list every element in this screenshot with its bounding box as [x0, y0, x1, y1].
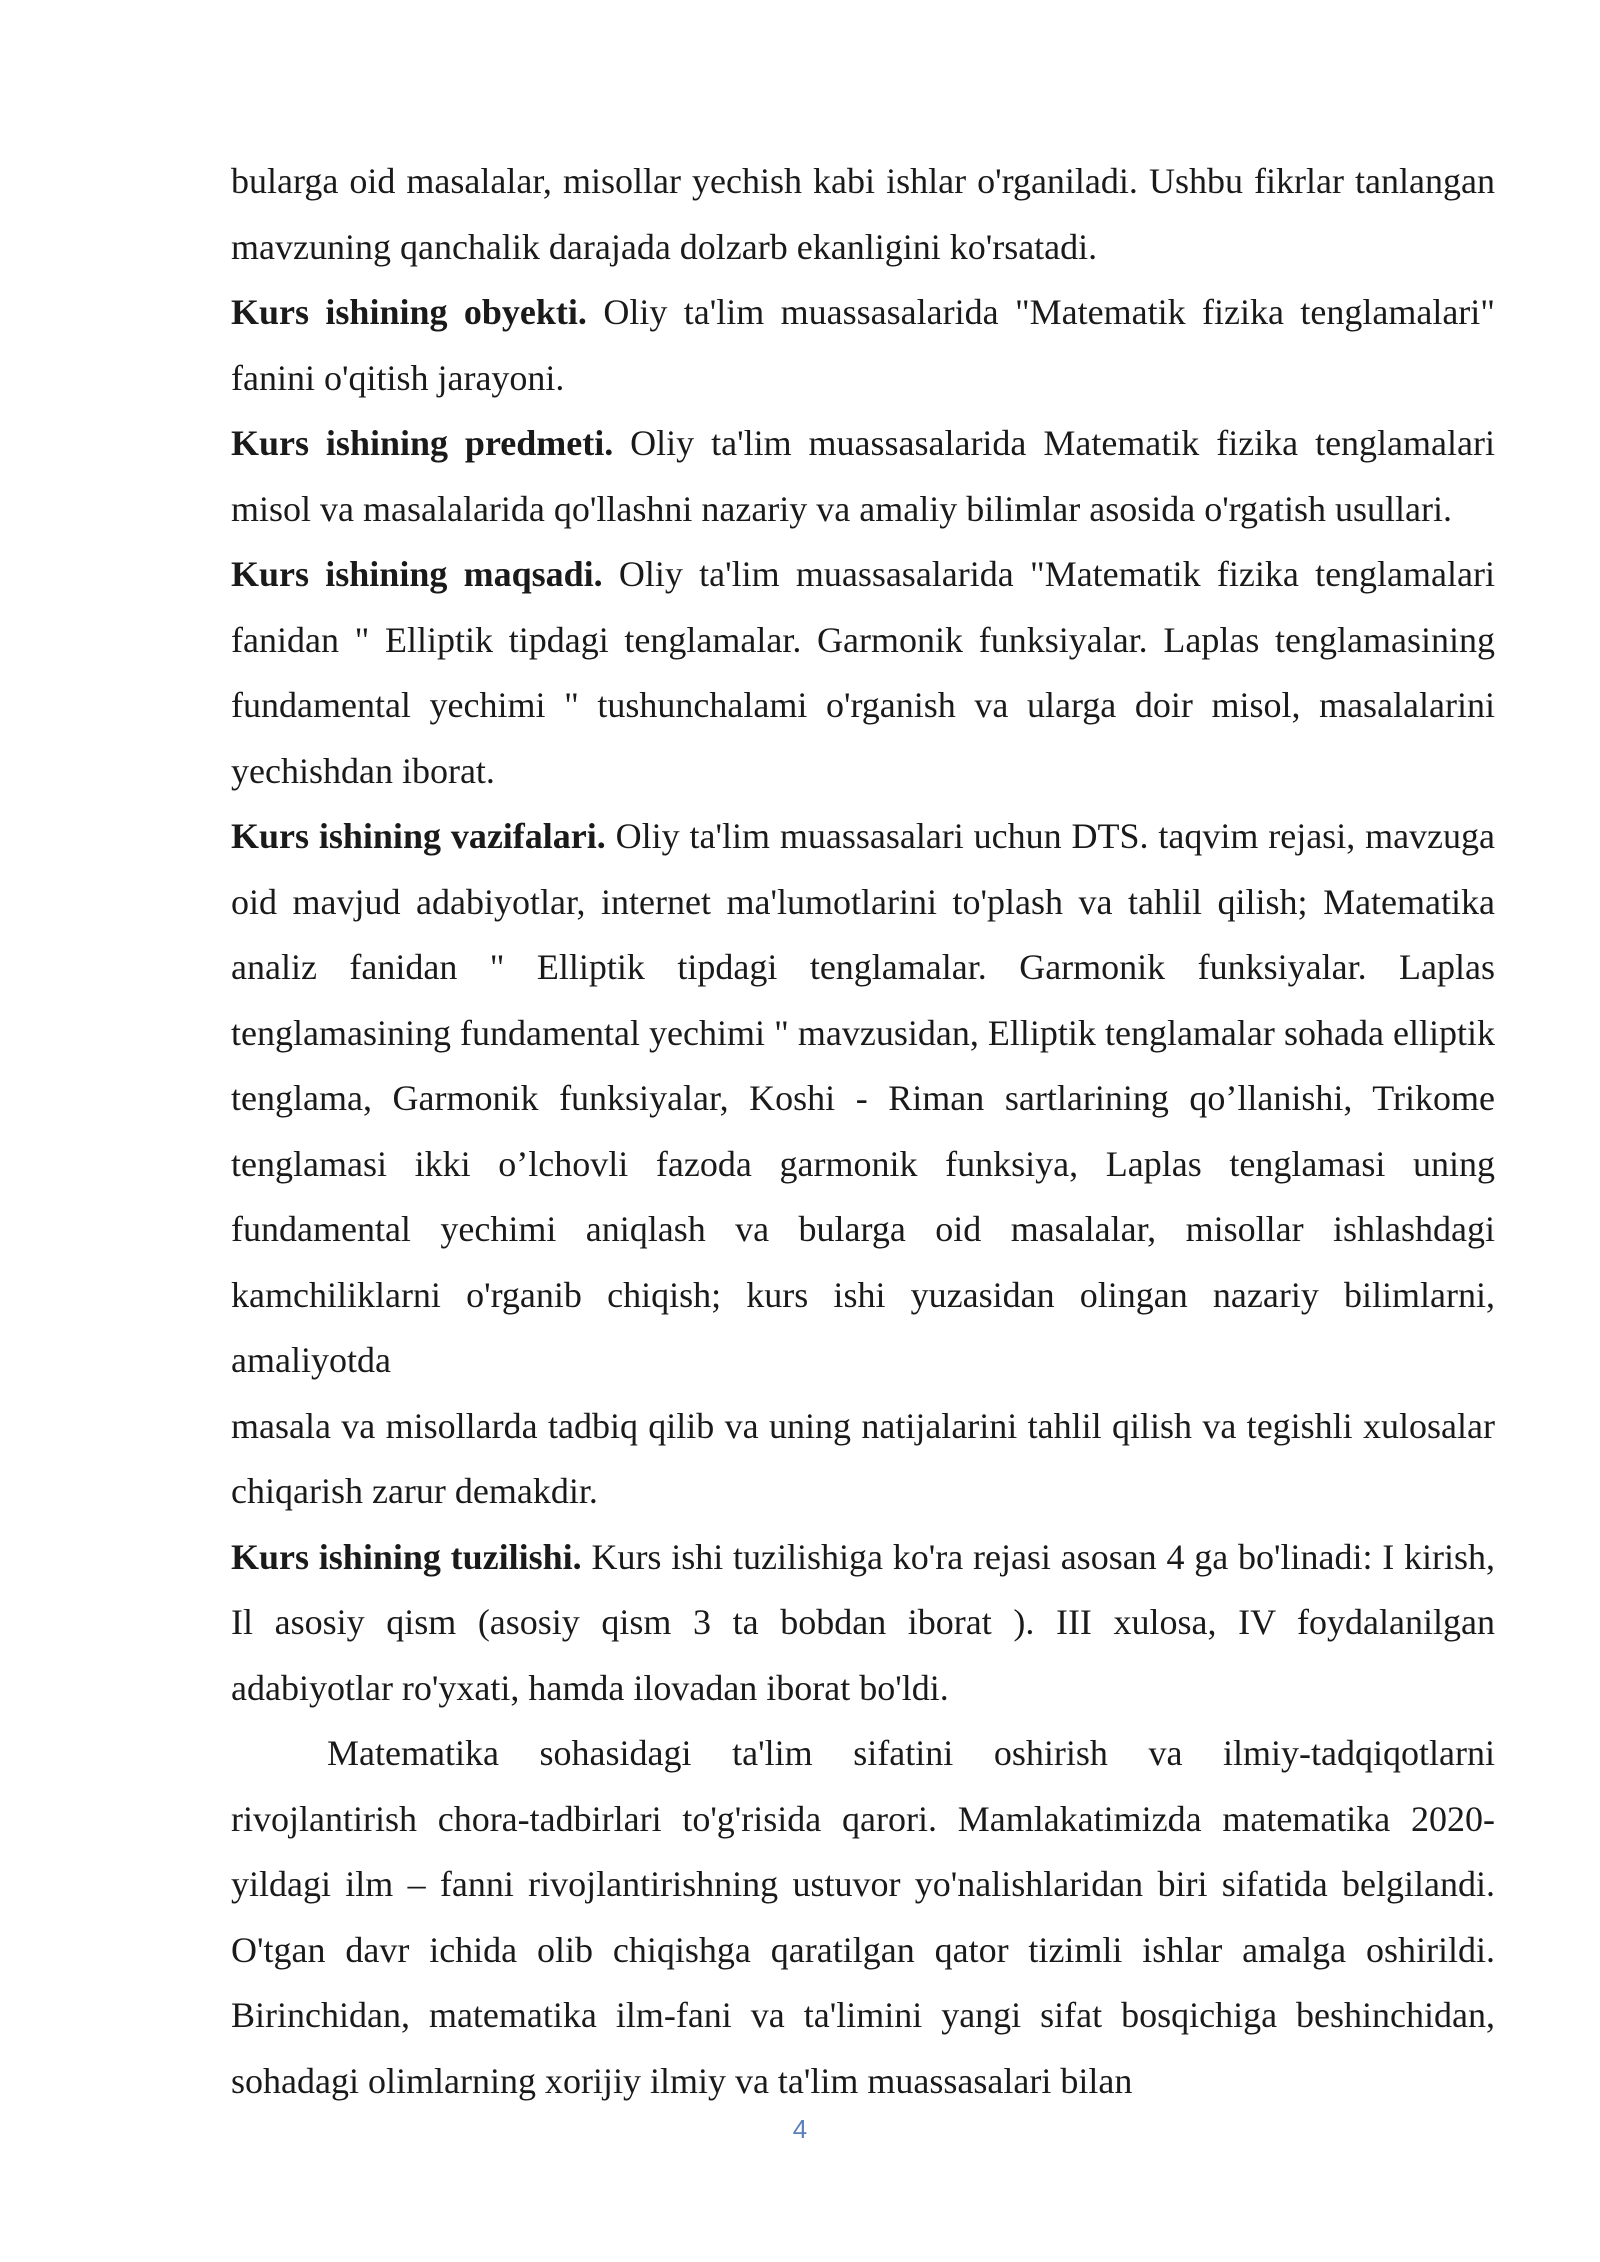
paragraph-vazifalari-continued [231, 1394, 1495, 1525]
paragraph-kurs-obyekti [231, 280, 1495, 411]
paragraph-text: Matematika sohasidagi ta'lim sifatini oshirish va ilmiy-tadqiqotlarni rivojlantirish chora-tadbirlari to'g'risida qarori. Mamlakatimizda matematika 2020-yildagi ilm – fanni rivojlantirishning ustuvor yo'nalishlaridan biri sifatida belgilandi. O'tgan davr ichida olib chiqishga qaratilgan qator tizimli ishlar amalga oshirildi. Birinchidan, matematika ilm-fani va ta'limini yangi sifat bosqichiga beshinchidan, sohadagi olimlarning xorijiy ilmiy va ta'lim muassasalari bilan [231, 1733, 1495, 2101]
paragraph-kurs-tuzilishi [231, 1525, 1495, 1722]
section-heading: Kurs ishining tuzilishi. [231, 1536, 582, 1577]
paragraph-text: Kurs ishi tuzilishiga ko'ra rejasi asosan 4 ga bo'linadi: I kirish, Il asosiy qism (asosiy qism 3 ta bobdan iborat ). III xulosa, IV foydalanilgan adabiyotlar ro'yxati, hamda ilovadan iborat bo'ldi. [231, 1536, 1495, 1708]
paragraph-kurs-predmeti [231, 411, 1495, 542]
document-body [231, 149, 1495, 2114]
paragraph-kurs-vazifalari [231, 804, 1495, 1394]
paragraph-text: Oliy ta'lim muassasalarida Matematik fizika tenglamalari misol va masalalarida qo'llashni nazariy va amaliy bilimlar asosida o'rgatish usullari. [231, 423, 1495, 529]
paragraph-text: bularga oid masalalar, misollar yechish kabi ishlar o'rganiladi. Ushbu fikrlar tanlangan mavzuning qanchalik darajada dolzarb ekanligini ko'rsatadi. [231, 161, 1495, 267]
paragraph-matematika-sohasidagi [231, 1721, 1495, 2114]
paragraph-text: Oliy ta'lim muassasalari uchun DTS. taqvim rejasi, mavzuga oid mavjud adabiyotlar, internet ma'lumotlarini to'plash va tahlil qilish; Matematika analiz fanidan " Elliptik tipdagi tenglamalar. Garmonik funksiyalar. Laplas tenglamasining fundamental yechimi " mavzusidan, Elliptik tenglamalar sohada elliptik tenglama, Garmonik funksiyalar, Koshi - Riman sartlarining qo’llanishi, Trikome tenglamasi ikki o’lchovli fazoda garmonik funksiya, Laplas tenglamasi uning fundamental yechimi aniqlash va bularga oid masalalar, misollar ishlashdagi kamchiliklarni o'rganib chiqish; kurs ishi yuzasidan olingan nazariy bilimlarni, amaliyotda [231, 816, 1495, 1380]
section-heading: Kurs ishining predmeti. [231, 423, 614, 463]
paragraph-text: masala va misollarda tadbiq qilib va uning natijalarini tahlil qilish va tegishli xulosalar chiqarish zarur demakdir. [231, 1405, 1495, 1511]
section-heading: Kurs ishining maqsadi. [231, 554, 603, 594]
page-number: 4 [792, 2114, 808, 2144]
section-heading: Kurs ishining vazifalari. [231, 816, 606, 856]
paragraph-intro-continued [231, 149, 1495, 280]
paragraph-text: Oliy ta'lim muassasalarida "Matematik fizika tenglamalari" fanini o'qitish jarayoni. [231, 292, 1495, 398]
section-heading: Kurs ishining obyekti. [231, 292, 587, 332]
paragraph-text: Oliy ta'lim muassasalarida "Matematik fizika tenglamalari fanidan " Elliptik tipdagi tenglamalar. Garmonik funksiyalar. Laplas tenglamasining fundamental yechimi " tushunchalami o'rganish va ularga doir misol, masalalarini yechishdan iborat. [231, 554, 1495, 791]
paragraph-kurs-maqsadi [231, 542, 1495, 804]
